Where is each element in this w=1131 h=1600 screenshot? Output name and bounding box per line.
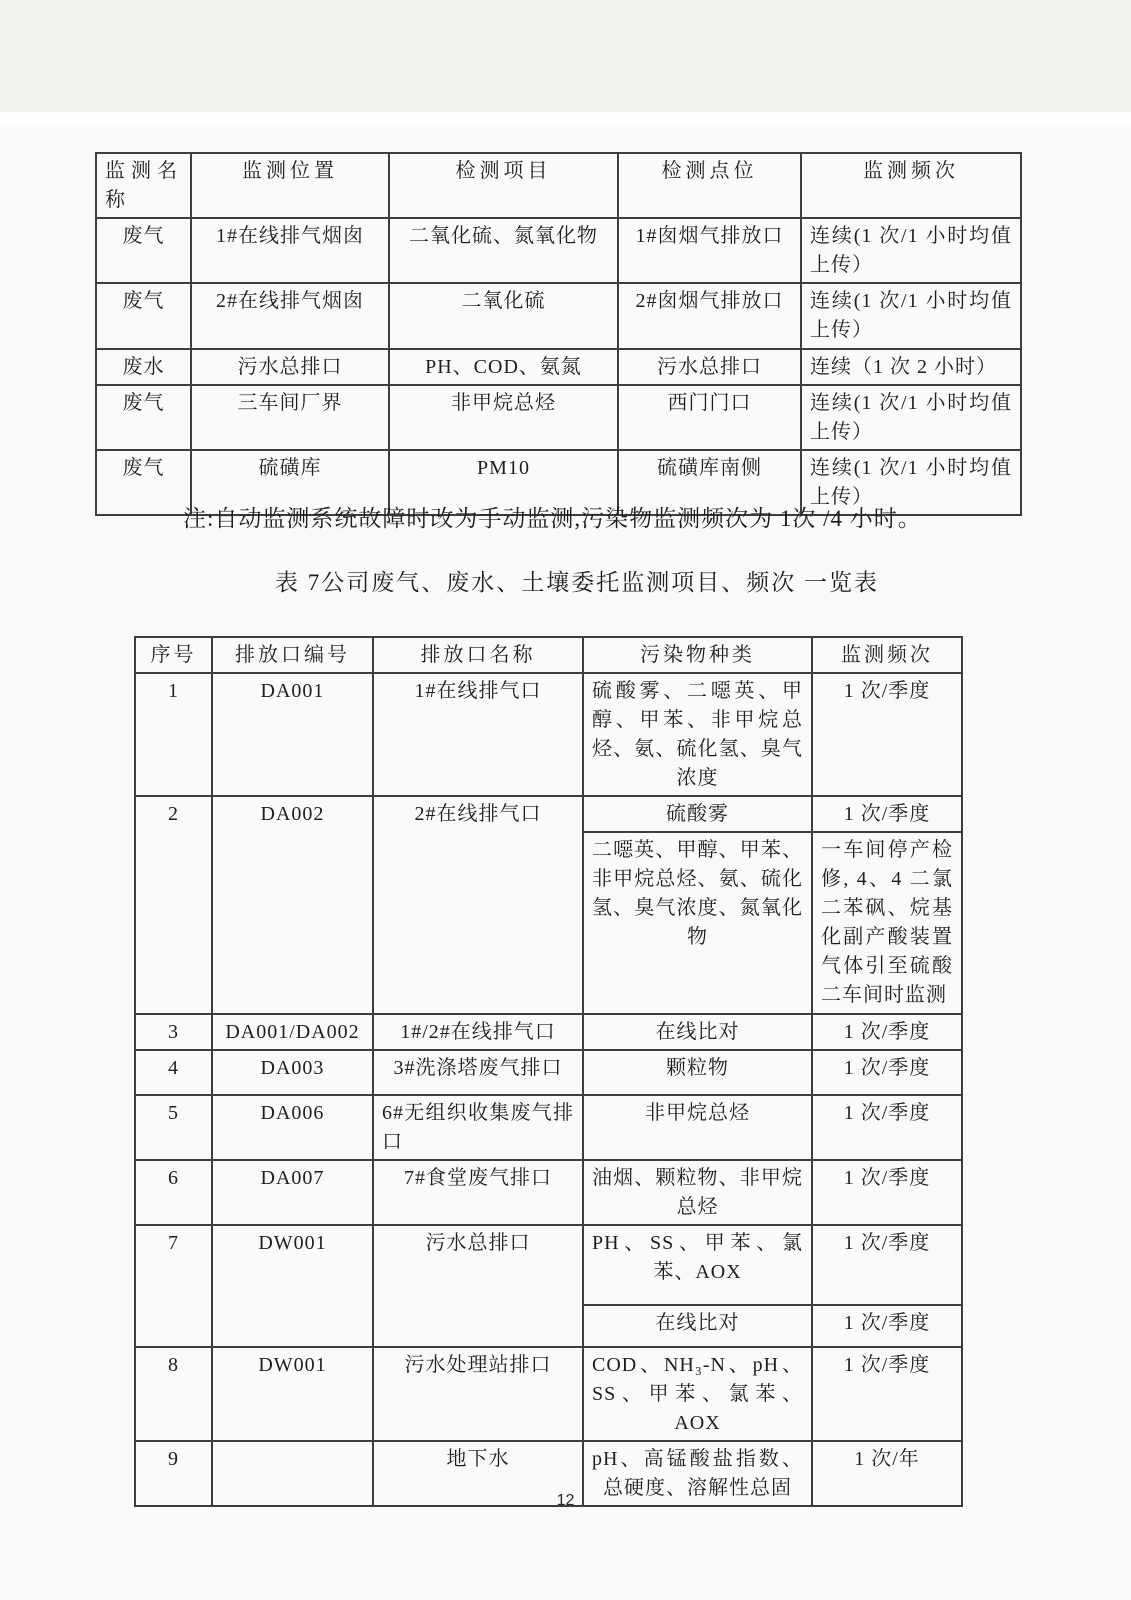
scan-artifact-band <box>0 0 1131 112</box>
table-cell: 1 次/季度 <box>812 1050 962 1095</box>
table-cell: 2#在线排气口 <box>373 796 583 1014</box>
table-cell: DA002 <box>212 796 373 1014</box>
table-cell: 污水处理站排口 <box>373 1347 583 1441</box>
table-row <box>135 673 962 796</box>
table-cell: 污水总排口 <box>191 349 389 385</box>
table-row <box>135 1050 962 1095</box>
table-header-row <box>96 153 1021 218</box>
table-cell: 2 <box>135 796 212 1014</box>
table-cell: 颗粒物 <box>583 1050 812 1095</box>
table-row <box>96 283 1021 349</box>
column-header: 监测名称 <box>96 153 191 218</box>
column-header: 检测点位 <box>618 153 801 218</box>
column-header: 检测项目 <box>389 153 618 218</box>
table-cell: 二噁英、甲醇、甲苯、非甲烷总烃、氨、硫化氢、臭气浓度、氮氧化物 <box>583 832 812 1014</box>
column-header: 排放口编号 <box>212 637 373 673</box>
table-cell: 7 <box>135 1225 212 1347</box>
table-cell: 二氧化硫 <box>389 283 618 349</box>
table-cell: 1 次/年 <box>812 1441 962 1506</box>
table-cell: 非甲烷总烃 <box>583 1095 812 1160</box>
column-header: 监测频次 <box>812 637 962 673</box>
table-cell: 1#在线排气烟囱 <box>191 218 389 283</box>
table-cell: 油烟、颗粒物、非甲烷总烃 <box>583 1160 812 1225</box>
table-cell: 1 次/季度 <box>812 796 962 832</box>
table-cell: 西门门口 <box>618 385 801 450</box>
table-cell: 连续(1 次/1 小时均值上传） <box>801 385 1021 450</box>
table-cell: 废水 <box>96 349 191 385</box>
table-cell: 硫酸雾 <box>583 796 812 832</box>
column-header: 污染物种类 <box>583 637 812 673</box>
table-cell: 4 <box>135 1050 212 1095</box>
table-row <box>135 1095 962 1160</box>
table7-title: 表 7公司废气、废水、土壤委托监测项目、频次 一览表 <box>275 570 879 595</box>
table-cell: 三车间厂界 <box>191 385 389 450</box>
online-monitoring-table <box>95 152 1022 516</box>
table-row <box>135 1160 962 1225</box>
table-cell: DA006 <box>212 1095 373 1160</box>
note-text: 注:自动监测系统故障时改为手动监测,污染物监测频次为 1次 /4 小时。 <box>183 506 922 531</box>
table-cell: 在线比对 <box>583 1305 812 1347</box>
table-cell: 连续(1 次/1 小时均值上传） <box>801 218 1021 283</box>
table-header-row <box>135 637 962 673</box>
table-cell: 1 次/季度 <box>812 1160 962 1225</box>
page-number: 12 <box>556 1492 575 1509</box>
table-cell: 1 次/季度 <box>812 1095 962 1160</box>
table-cell: 连续(1 次/1 小时均值上传） <box>801 283 1021 349</box>
table-cell: 废气 <box>96 450 191 515</box>
table-row <box>96 218 1021 283</box>
table-cell: pH、高锰酸盐指数、总硬度、溶解性总固 <box>583 1441 812 1506</box>
table-cell: 废气 <box>96 385 191 450</box>
table-cell: 3#洗涤塔废气排口 <box>373 1050 583 1095</box>
table-row <box>135 1347 962 1441</box>
table-cell: 地下水 <box>373 1441 583 1506</box>
table-row <box>96 349 1021 385</box>
table-cell: PH、SS、甲苯、氯苯、AOX <box>583 1225 812 1305</box>
table-cell: 污水总排口 <box>373 1225 583 1347</box>
table-cell: DW001 <box>212 1347 373 1441</box>
table-cell: 1 次/季度 <box>812 1225 962 1305</box>
table-cell: 6 <box>135 1160 212 1225</box>
column-header: 排放口名称 <box>373 637 583 673</box>
table-cell: 污水总排口 <box>618 349 801 385</box>
scan-artifact-stripe <box>0 112 1131 126</box>
table-cell: DA001/DA002 <box>212 1014 373 1050</box>
column-header: 监测位置 <box>191 153 389 218</box>
table-cell: 1 次/季度 <box>812 1347 962 1441</box>
table-cell: 非甲烷总烃 <box>389 385 618 450</box>
table-cell: 在线比对 <box>583 1014 812 1050</box>
table-cell: 8 <box>135 1347 212 1441</box>
table-row <box>135 1225 962 1305</box>
table-cell: 废气 <box>96 218 191 283</box>
table-cell: 硫酸雾、二噁英、甲醇、甲苯、非甲烷总烃、氨、硫化氢、臭气浓度 <box>583 673 812 796</box>
table-cell: 2#在线排气烟囱 <box>191 283 389 349</box>
column-header: 序号 <box>135 637 212 673</box>
table-cell: 7#食堂废气排口 <box>373 1160 583 1225</box>
table-cell: 9 <box>135 1441 212 1506</box>
table-cell: 5 <box>135 1095 212 1160</box>
table-cell: COD、NH₃-N、pH、SS、甲苯、氯苯、AOX <box>583 1347 812 1441</box>
table-cell: PM10 <box>389 450 618 515</box>
table-cell: 连续（1 次 2 小时） <box>801 349 1021 385</box>
table-cell: PH、COD、氨氮 <box>389 349 618 385</box>
table-cell: DA001 <box>212 673 373 796</box>
table-cell: 2#囱烟气排放口 <box>618 283 801 349</box>
table-cell: 一车间停产检修, 4、4 二氯二苯砜、烷基化副产酸装置气体引至硫酸二车间时监测 <box>812 832 962 1014</box>
commissioned-monitoring-table <box>134 636 963 1507</box>
table-cell: 硫磺库南侧 <box>618 450 801 515</box>
table-cell: DA007 <box>212 1160 373 1225</box>
table-cell: 连续(1 次/1 小时均值上传） <box>801 450 1021 515</box>
table-cell: 硫磺库 <box>191 450 389 515</box>
table-row <box>96 385 1021 450</box>
table-row <box>135 1014 962 1050</box>
table-cell: 1#/2#在线排气口 <box>373 1014 583 1050</box>
table-cell: 1 次/季度 <box>812 1014 962 1050</box>
table-cell: DW001 <box>212 1225 373 1347</box>
table-cell: DA003 <box>212 1050 373 1095</box>
table-cell: 1#囱烟气排放口 <box>618 218 801 283</box>
table-cell: 3 <box>135 1014 212 1050</box>
table-cell: 1 次/季度 <box>812 1305 962 1347</box>
table-cell: 6#无组织收集废气排口 <box>373 1095 583 1160</box>
table-cell: 1 次/季度 <box>812 673 962 796</box>
table-cell: 1#在线排气口 <box>373 673 583 796</box>
table-row <box>135 796 962 832</box>
table-cell: 二氧化硫、氮氧化物 <box>389 218 618 283</box>
column-header: 监测频次 <box>801 153 1021 218</box>
table-cell: 1 <box>135 673 212 796</box>
table-cell: 废气 <box>96 283 191 349</box>
